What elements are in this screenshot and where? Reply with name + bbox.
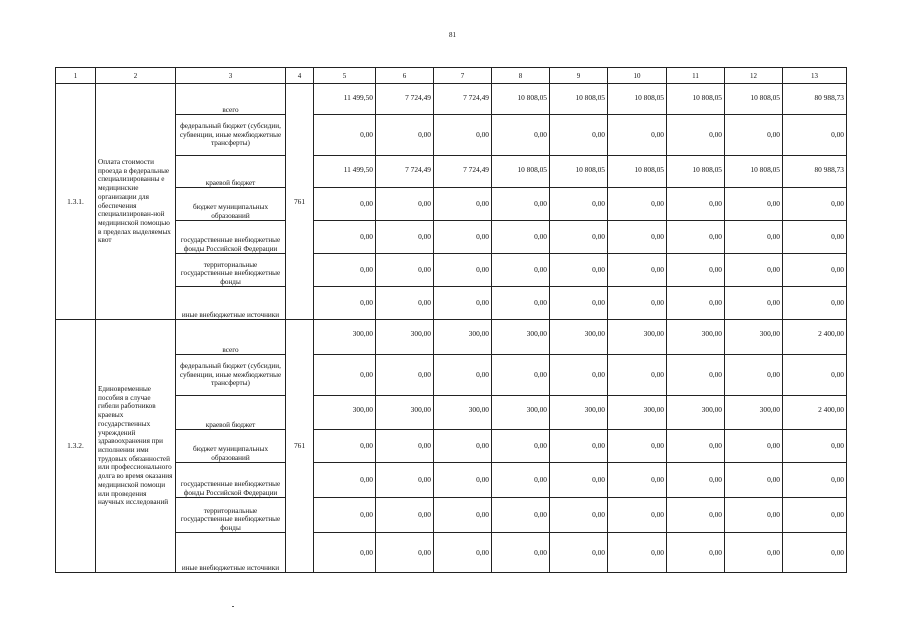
amount-cell: 0,00 [550,463,608,498]
amount-cell: 0,00 [725,355,783,396]
funding-source: иные внебюджетные источники [176,533,286,573]
column-number-7: 7 [434,68,492,84]
amount-cell: 0,00 [434,221,492,254]
amount-cell: 0,00 [492,221,550,254]
amount-cell: 0,00 [492,188,550,221]
column-number-row [56,68,847,84]
amount-cell: 0,00 [783,533,847,573]
amount-cell: 80 988,73 [783,84,847,115]
amount-cell: 0,00 [492,430,550,463]
amount-cell: 300,00 [608,320,667,355]
amount-cell: 300,00 [376,320,434,355]
amount-cell: 0,00 [434,463,492,498]
amount-cell: 300,00 [667,320,725,355]
scan-speck [232,606,234,607]
amount-cell: 0,00 [608,115,667,156]
amount-cell: 10 808,05 [667,156,725,188]
amount-cell: 0,00 [783,430,847,463]
funding-source: федеральный бюджет (субсидии, субвенции, иные межбюджетные трансферты) [176,355,286,396]
amount-cell: 0,00 [550,221,608,254]
amount-cell: 0,00 [608,463,667,498]
amount-cell: 0,00 [314,533,376,573]
amount-cell: 0,00 [434,498,492,533]
column-number-1: 1 [56,68,96,84]
amount-cell: 300,00 [314,320,376,355]
amount-cell: 0,00 [376,188,434,221]
funding-source: государственные внебюджетные фонды Российской Федерации [176,463,286,498]
table-row [56,84,847,115]
amount-cell: 11 499,50 [314,84,376,115]
amount-cell: 300,00 [550,320,608,355]
amount-cell: 0,00 [667,221,725,254]
funding-source: иные внебюджетные источники [176,287,286,320]
amount-cell: 0,00 [376,498,434,533]
amount-cell: 0,00 [314,355,376,396]
amount-cell: 0,00 [492,115,550,156]
column-number-11: 11 [667,68,725,84]
amount-cell: 300,00 [492,396,550,430]
amount-cell: 300,00 [314,396,376,430]
amount-cell: 0,00 [725,254,783,287]
amount-cell: 0,00 [314,115,376,156]
amount-cell: 0,00 [376,355,434,396]
amount-cell: 0,00 [608,254,667,287]
amount-cell: 300,00 [667,396,725,430]
amount-cell: 10 808,05 [608,84,667,115]
funding-source: федеральный бюджет (субсидии, субвенции, иные межбюджетные трансферты) [176,115,286,156]
funding-source: бюджет муниципальных образований [176,188,286,221]
amount-cell: 7 724,49 [434,156,492,188]
amount-cell: 0,00 [608,498,667,533]
funding-source: государственные внебюджетные фонды Российской Федерации [176,221,286,254]
column-number-9: 9 [550,68,608,84]
amount-cell: 0,00 [434,430,492,463]
amount-cell: 0,00 [376,430,434,463]
amount-cell: 0,00 [492,463,550,498]
amount-cell: 300,00 [725,396,783,430]
amount-cell: 0,00 [783,188,847,221]
amount-cell: 0,00 [783,254,847,287]
column-number-13: 13 [783,68,847,84]
table-body [56,68,847,573]
amount-cell: 0,00 [314,430,376,463]
funding-source: всего [176,84,286,115]
amount-cell: 0,00 [314,463,376,498]
amount-cell: 0,00 [725,221,783,254]
amount-cell: 0,00 [550,355,608,396]
amount-cell: 0,00 [608,533,667,573]
amount-cell: 10 808,05 [492,84,550,115]
funding-source: территориальные государственные внебюджетные фонды [176,498,286,533]
amount-cell: 0,00 [667,498,725,533]
amount-cell: 0,00 [667,533,725,573]
amount-cell: 300,00 [434,396,492,430]
amount-cell: 300,00 [376,396,434,430]
amount-cell: 300,00 [550,396,608,430]
amount-cell: 0,00 [667,287,725,320]
amount-cell: 0,00 [725,498,783,533]
amount-cell: 0,00 [314,221,376,254]
page-number: 81 [449,31,456,39]
amount-cell: 0,00 [492,355,550,396]
amount-cell: 0,00 [434,188,492,221]
amount-cell: 0,00 [550,115,608,156]
amount-cell: 0,00 [783,355,847,396]
amount-cell: 0,00 [492,533,550,573]
amount-cell: 0,00 [434,287,492,320]
amount-cell: 0,00 [608,221,667,254]
amount-cell: 0,00 [608,430,667,463]
amount-cell: 0,00 [376,115,434,156]
amount-cell: 0,00 [550,430,608,463]
column-number-12: 12 [725,68,783,84]
amount-cell: 0,00 [376,287,434,320]
amount-cell: 0,00 [783,287,847,320]
amount-cell: 300,00 [725,320,783,355]
amount-cell: 80 988,73 [783,156,847,188]
amount-cell: 0,00 [376,254,434,287]
amount-cell: 0,00 [550,188,608,221]
amount-cell: 0,00 [783,498,847,533]
amount-cell: 10 808,05 [725,84,783,115]
amount-cell: 0,00 [376,533,434,573]
amount-cell: 0,00 [434,533,492,573]
amount-cell: 0,00 [608,287,667,320]
amount-cell: 10 808,05 [667,84,725,115]
amount-cell: 7 724,49 [376,84,434,115]
column-number-2: 2 [96,68,176,84]
table-row [56,320,847,355]
funding-source: краевой бюджет [176,156,286,188]
amount-cell: 0,00 [725,188,783,221]
amount-cell: 0,00 [608,355,667,396]
amount-cell: 2 400,00 [783,320,847,355]
amount-cell: 10 808,05 [725,156,783,188]
amount-cell: 0,00 [667,355,725,396]
amount-cell: 0,00 [783,463,847,498]
budget-code: 761 [286,320,314,573]
amount-cell: 0,00 [314,287,376,320]
amount-cell: 0,00 [725,115,783,156]
amount-cell: 0,00 [376,221,434,254]
item-code: 1.3.2. [56,320,96,573]
amount-cell: 0,00 [434,254,492,287]
amount-cell: 0,00 [725,533,783,573]
column-number-4: 4 [286,68,314,84]
amount-cell: 0,00 [434,115,492,156]
amount-cell: 0,00 [314,188,376,221]
amount-cell: 0,00 [667,188,725,221]
amount-cell: 0,00 [492,254,550,287]
amount-cell: 300,00 [492,320,550,355]
column-number-10: 10 [608,68,667,84]
column-number-6: 6 [376,68,434,84]
amount-cell: 300,00 [608,396,667,430]
amount-cell: 0,00 [434,355,492,396]
amount-cell: 0,00 [314,498,376,533]
amount-cell: 300,00 [434,320,492,355]
amount-cell: 0,00 [783,115,847,156]
amount-cell: 11 499,50 [314,156,376,188]
amount-cell: 0,00 [550,533,608,573]
amount-cell: 0,00 [725,287,783,320]
funding-source: краевой бюджет [176,396,286,430]
item-name: Единовременные пособия в случае гибели работников краевых государственных учреждений здравоохранения при исполнении ими трудовых обязанностей или профессионального долга во время оказания медицинской помощи или проведения научных исследований [96,320,176,573]
amount-cell: 0,00 [550,287,608,320]
amount-cell: 0,00 [492,498,550,533]
amount-cell: 10 808,05 [550,84,608,115]
amount-cell: 10 808,05 [550,156,608,188]
funding-source: территориальные государственные внебюджетные фонды [176,254,286,287]
amount-cell: 0,00 [550,254,608,287]
amount-cell: 0,00 [725,430,783,463]
amount-cell: 7 724,49 [376,156,434,188]
funding-source: всего [176,320,286,355]
amount-cell: 0,00 [376,463,434,498]
budget-code: 761 [286,84,314,320]
funding-source: бюджет муниципальных образований [176,430,286,463]
amount-cell: 0,00 [492,287,550,320]
amount-cell: 10 808,05 [608,156,667,188]
column-number-8: 8 [492,68,550,84]
amount-cell: 0,00 [667,430,725,463]
budget-table [55,67,847,573]
amount-cell: 0,00 [667,115,725,156]
column-number-5: 5 [314,68,376,84]
amount-cell: 0,00 [314,254,376,287]
amount-cell: 2 400,00 [783,396,847,430]
amount-cell: 0,00 [550,498,608,533]
amount-cell: 0,00 [725,463,783,498]
column-number-3: 3 [176,68,286,84]
amount-cell: 10 808,05 [492,156,550,188]
amount-cell: 7 724,49 [434,84,492,115]
item-code: 1.3.1. [56,84,96,320]
amount-cell: 0,00 [667,254,725,287]
amount-cell: 0,00 [608,188,667,221]
amount-cell: 0,00 [783,221,847,254]
amount-cell: 0,00 [667,463,725,498]
item-name: Оплата стоимости проезда в федеральные специализированны е медицинские организации для обеспечения специализирован-ной медицинской помощью в пределах выделяемых квот [96,84,176,320]
